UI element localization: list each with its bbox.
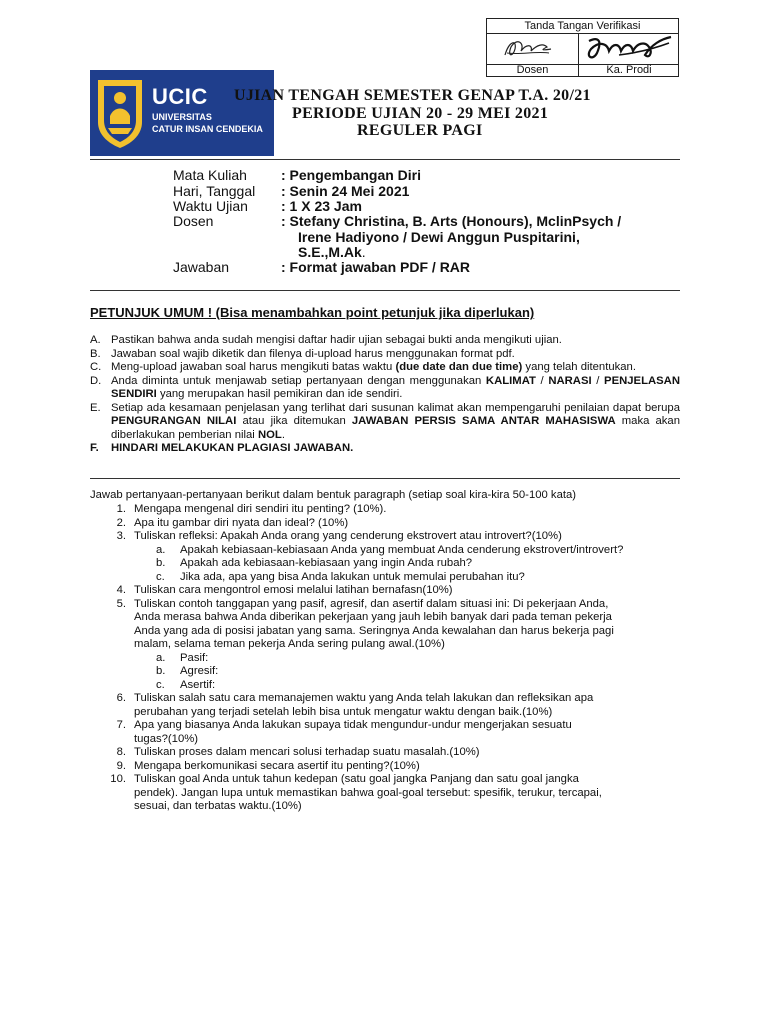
petunjuk-bold: JAWABAN PERSIS SAMA ANTAR MAHASISWA <box>351 415 616 427</box>
question-number: 6. <box>116 692 126 704</box>
waktu-value: : 1 X 23 Jam <box>281 198 362 214</box>
sub-text: Agresif: <box>180 665 219 677</box>
emblem-icon <box>94 76 146 150</box>
question-text: Tuliskan refleksi: Apakah Anda orang yang cenderung ekstrovert atau introvert?(10%) <box>134 530 562 542</box>
sub-item <box>134 571 680 585</box>
petunjuk-list <box>90 334 680 456</box>
petunjuk-text: atau jika ditemukan <box>236 415 352 427</box>
petunjuk-item <box>90 442 680 456</box>
question-text: Tuliskan salah satu cara memanajemen waktu yang Anda telah lakukan dan refleksikan apa <box>134 692 594 704</box>
question-item <box>90 517 680 531</box>
question-number: 2. <box>116 516 126 529</box>
question-item <box>90 598 680 693</box>
exam-title: UJIAN TENGAH SEMESTER GENAP T.A. 20/21 <box>234 87 591 104</box>
petunjuk-bold: (due date dan due time) <box>395 361 523 373</box>
question-item <box>90 773 680 814</box>
logo-name: UCIC <box>152 84 208 109</box>
petunjuk-text: / <box>535 374 549 387</box>
dosen-info-label: Dosen <box>173 213 214 229</box>
sub-marker: c. <box>156 570 165 583</box>
question-number: 5. <box>116 597 126 610</box>
header-divider <box>90 159 680 160</box>
jawaban-value: : Format jawaban PDF / RAR <box>281 259 471 275</box>
petunjuk-text: . <box>281 428 285 441</box>
kaprodi-signature-scribble <box>579 33 679 63</box>
petunjuk-bold: PENGURANGAN NILAI <box>111 415 237 427</box>
dosen-signature-scribble <box>487 33 577 63</box>
petunjuk-item <box>90 361 680 375</box>
petunjuk-text: Pastikan bahwa anda sudah mengisi daftar hadir ujian sebagai bukti anda mengikuti ujian. <box>111 334 562 346</box>
petunjuk-bold: NARASI <box>548 374 592 387</box>
question-text: Apa yang biasanya Anda lakukan supaya tidak mengundur-undur mengerjakan sesuatu <box>134 719 572 731</box>
petunjuk-text: yang telah ditentukan. <box>522 361 636 373</box>
question-sublist <box>134 652 680 693</box>
question-item <box>90 530 680 584</box>
petunjuk-text: Anda diminta untuk menjawab setiap pertanyaan dengan menggunakan <box>111 374 486 387</box>
jawaban-label: Jawaban <box>173 259 230 275</box>
question-number: 4. <box>116 584 126 596</box>
dosen-label: Dosen <box>487 64 579 77</box>
question-item <box>90 719 680 746</box>
question-item <box>90 746 680 760</box>
question-text: Mengapa berkomunikasi secara asertif itu penting?(10%) <box>134 759 420 772</box>
sub-text: Pasif: <box>180 651 209 664</box>
mata-kuliah-value: : Pengembangan Diri <box>281 167 422 183</box>
question-list <box>90 503 680 814</box>
sub-item <box>134 544 680 558</box>
petunjuk-text: yang merupakan hasil pemikiran dan ide sendiri. <box>156 388 403 400</box>
petunjuk-marker: D. <box>90 374 102 387</box>
question-number: 3. <box>116 530 126 542</box>
petunjuk-text: HINDARI MELAKUKAN PLAGIASI JAWABAN. <box>111 442 354 454</box>
verification-box <box>486 18 679 77</box>
question-text: perubahan yang terjadi setelah lebih bisa untuk mengatur waktu dengan baik.(10%) <box>134 705 553 718</box>
petunjuk-item <box>90 402 680 443</box>
question-text: Tuliskan contoh tanggapan yang pasif, agresif, dan asertif dalam situasi ini: Di pekerjaan Anda, <box>134 597 609 610</box>
questions-intro: Jawab pertanyaan-pertanyaan berikut dalam bentuk paragraph (setiap soal kira-kira 50-100 kata) <box>90 489 577 501</box>
petunjuk-item <box>90 348 680 362</box>
question-text: Anda merasa bahwa Anda diberikan pekerjaan yang jauh lebih banyak dari pada teman pekerja <box>134 611 612 623</box>
petunjuk-marker: E. <box>90 401 101 414</box>
petunjuk-marker: F. <box>90 442 99 454</box>
sub-item <box>134 557 680 571</box>
logo-line-2: CATUR INSAN CENDEKIA <box>152 124 263 134</box>
waktu-label: Waktu Ujian <box>173 198 248 214</box>
question-text: Anda yang ada di posisi jabatan yang sama. Seringnya Anda kewalahan dan harus bekerja pagi <box>134 624 614 637</box>
dosen-value-line-2: Irene Hadiyono / Dewi Anggun Puspitarini, <box>298 229 580 245</box>
sub-text: Apakah kebiasaan-kebiasaan Anda yang membuat Anda cenderung ekstrovert/introvert? <box>180 543 624 556</box>
petunjuk-divider <box>90 478 680 479</box>
question-number: 10. <box>110 773 126 785</box>
sub-marker: a. <box>156 543 166 556</box>
sub-marker: b. <box>156 557 166 569</box>
exam-session: REGULER PAGI <box>357 122 483 139</box>
question-text: Tuliskan proses dalam mencari solusi terhadap suatu masalah.(10%) <box>134 746 480 758</box>
sub-marker: c. <box>156 678 165 691</box>
petunjuk-text: Setiap ada kesamaan penjelasan yang terlihat dari susunan kalimat akan mempengaruhi penilaian dapat berupa <box>111 401 680 414</box>
sub-marker: a. <box>156 651 166 664</box>
petunjuk-text: Jawaban soal wajib diketik dan filenya di-upload harus menggunakan format pdf. <box>111 347 515 360</box>
petunjuk-item <box>90 334 680 348</box>
petunjuk-bold: PENJELASAN SENDIRI <box>111 374 681 400</box>
kaprodi-signature <box>579 33 679 65</box>
dosen-value-line-3-text: S.E.,M.Ak <box>298 244 362 260</box>
sub-item <box>134 665 680 679</box>
petunjuk-heading: PETUNJUK UMUM ! (Bisa menambahkan point petunjuk jika diperlukan) <box>90 305 535 320</box>
question-text: Apa itu gambar diri nyata dan ideal? (10%) <box>134 516 349 529</box>
dosen-signature <box>487 33 579 65</box>
petunjuk-marker: C. <box>90 361 102 373</box>
question-text: Mengapa mengenal diri sendiri itu penting? (10%). <box>134 503 387 515</box>
sub-text: Apakah ada kebiasaan-kebiasaan yang ingin Anda rubah? <box>180 557 473 569</box>
question-number: 8. <box>116 746 126 758</box>
question-text: pendek). Jangan lupa untuk memastikan bahwa goal-goal tersebut: spesifik, terukur, tercapai, <box>134 786 602 799</box>
petunjuk-marker: A. <box>90 334 101 346</box>
question-text: Tuliskan goal Anda untuk tahun kedepan (satu goal jangka Panjang dan satu goal jangka <box>134 773 579 785</box>
question-text: malam, selama teman pekerja Anda sering pulang awal.(10%) <box>134 638 445 650</box>
dosen-value-line-1: : Stefany Christina, B. Arts (Honours), MclinPsych / <box>281 213 622 229</box>
exam-period: PERIODE UJIAN 20 - 29 MEI 2021 <box>292 105 549 122</box>
question-item <box>90 503 680 517</box>
petunjuk-item <box>90 375 680 402</box>
question-number: 7. <box>116 719 126 731</box>
info-divider <box>90 290 680 291</box>
dosen-value-line-3 <box>298 244 366 260</box>
petunjuk-text: Meng-upload jawaban soal harus mengikuti batas waktu <box>111 361 396 373</box>
kaprodi-label: Ka. Prodi <box>606 64 652 76</box>
question-item <box>90 692 680 719</box>
question-item <box>90 760 680 774</box>
question-sublist <box>134 544 680 585</box>
petunjuk-text: / <box>591 374 605 387</box>
logo-line-1: UNIVERSITAS <box>152 112 212 122</box>
hari-label: Hari, Tanggal <box>173 183 256 199</box>
verification-title: Tanda Tangan Verifikasi <box>487 19 678 34</box>
question-item <box>90 584 680 598</box>
sub-item <box>134 679 680 693</box>
sub-item <box>134 652 680 666</box>
petunjuk-bold: KALIMAT <box>485 374 536 387</box>
petunjuk-marker: B. <box>90 347 101 360</box>
university-logo <box>90 70 274 156</box>
dosen-value-line-3-end: . <box>361 244 366 260</box>
question-number: 1. <box>116 503 126 515</box>
question-text: tugas?(10%) <box>134 732 199 745</box>
hari-value: : Senin 24 Mei 2021 <box>281 183 410 199</box>
petunjuk-bold: NOL <box>257 428 282 441</box>
question-text: Tuliskan cara mengontrol emosi melalui latihan bernafasn(10%) <box>134 584 453 596</box>
sub-text: Asertif: <box>180 678 216 691</box>
mata-kuliah-label: Mata Kuliah <box>173 167 247 183</box>
question-text: sesuai, dan terbatas waktu.(10%) <box>134 800 302 812</box>
sub-marker: b. <box>156 665 166 677</box>
question-number: 9. <box>116 759 126 772</box>
sub-text: Jika ada, apa yang bisa Anda lakukan untuk memulai perubahan itu? <box>180 570 525 583</box>
petunjuk-text: maka akan diberlakukan pemberian nilai <box>111 415 680 441</box>
